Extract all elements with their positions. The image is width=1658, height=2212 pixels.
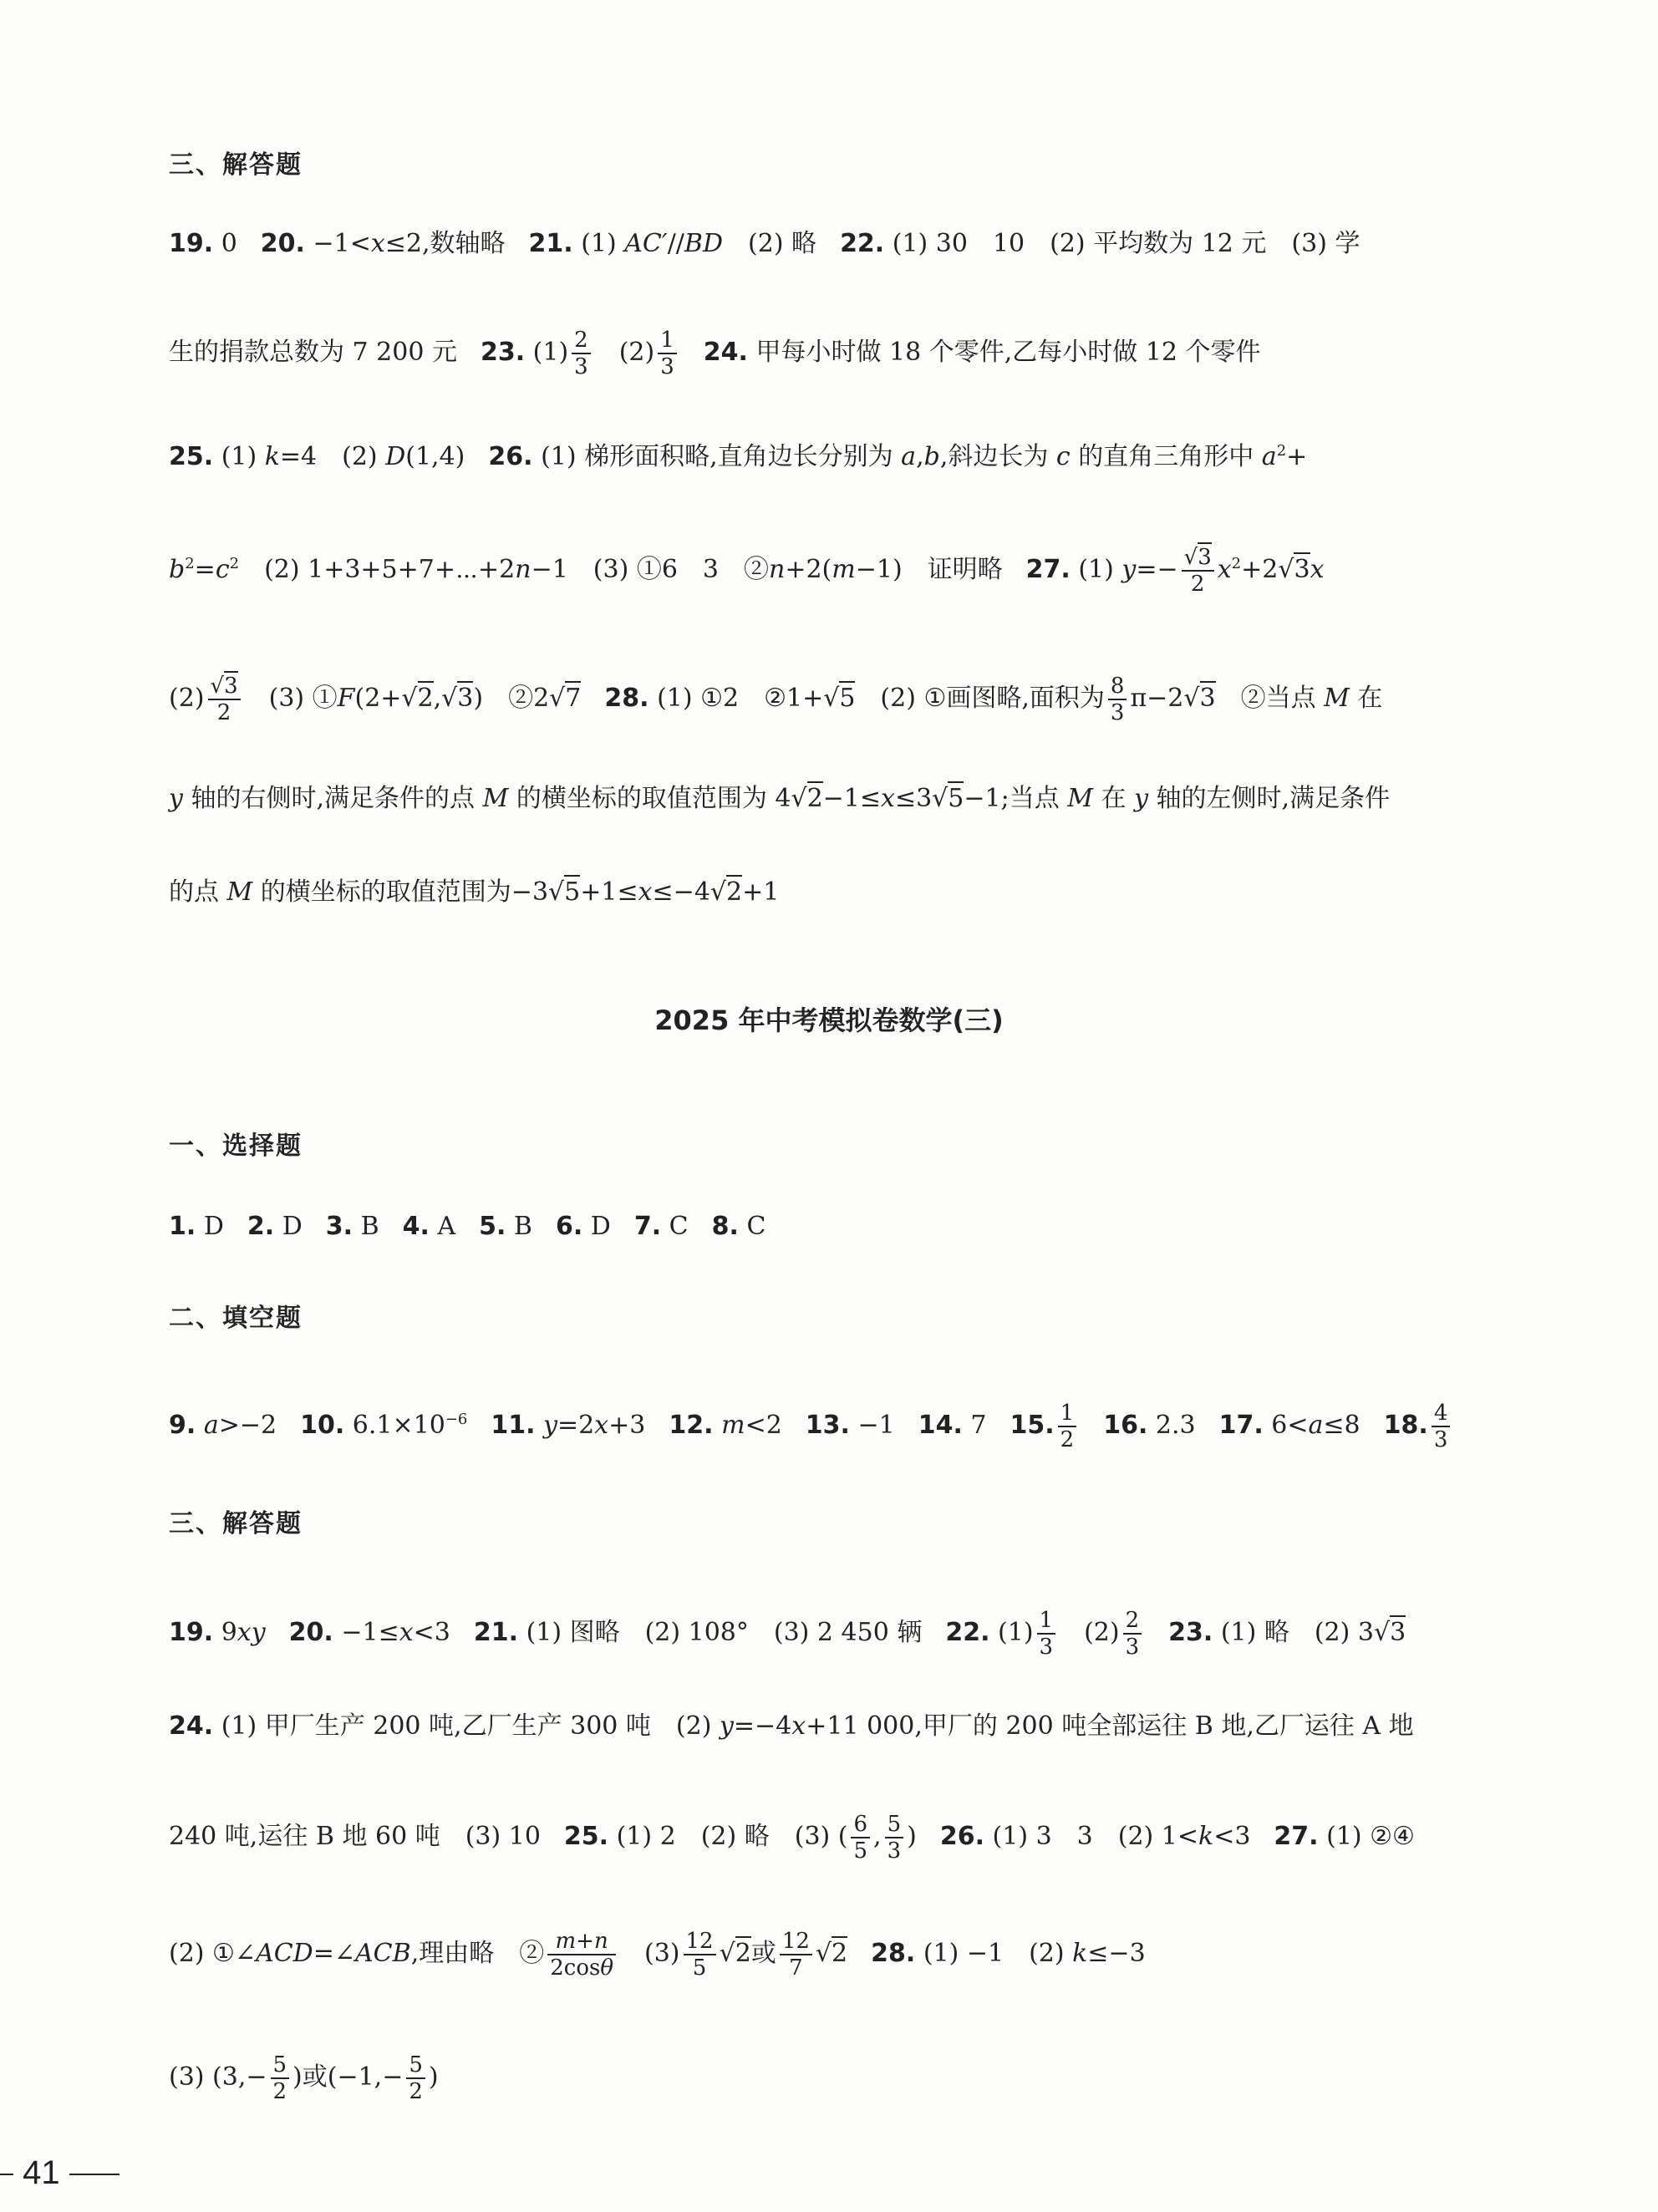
answer-line: $b^2=c^2$ (2) 1+3+5+7+⋯+2n−1 (3) ①6 3 ②n+2(m−1) 证明略 27. (1) y=− $\frac{√3}{2}$ $x^2+2√3x$ [169,545,1483,597]
section-heading-choice: 一、选择题 [169,1131,303,1161]
answer-line: 生的捐款总数为 7 200 元 23. (1) $\frac{2}{3}$ (2) $\frac{1}{3}$ 24. 甲每小时做 18 个零件,乙每小时做 12 个零件 [169,328,1261,379]
section-heading-solve-1: 三、解答题 [169,150,303,180]
answer-line: y 轴的右侧时,满足条件的点 M 的横坐标的取值范围为 4√2−1≤x≤3√5−1;当点 M 在 y 轴的左侧时,满足条件 [169,782,1483,816]
answer-line: 24. (1) 甲厂生产 200 吨,乙厂生产 300 吨 (2) y=−4x+11 000,甲厂的 200 吨全部运往 B 地,乙厂运往 A 地 [169,1711,1414,1741]
section-heading-fill: 二、填空题 [169,1304,303,1333]
page-title: 2025 年中考模拟卷数学(三) [654,1004,1004,1036]
answer-line: 的点 M 的横坐标的取值范围为−3√5+1≤x≤−4√2+1 [169,876,1483,909]
answer-line: (3) (3,− $\frac{5}{2}$ )或(−1,− $\frac{5}{2}$ ) [169,2052,439,2104]
answer-line: 19. 9xy 20. −1≤x<3 21. (1) 图略 (2) 108° (3) 2 450 辆 22. (1) $\frac{1}{3}$ (2) $\frac{2}{3}$ 23. (1) 略 (2) 3√3 [169,1608,1406,1660]
answer-line: (2) $\frac{√3}{2}$ (3) ①F(2+√2,√3) ②2√7 28. (1) ①2 ②1+√5 (2) ①画图略,面积为 $\frac{8}{3}$ π−2√3 ②当点 M 在 [169,674,1483,725]
choice-answers: 1. D 2. D 3. B 4. A 5. B 6. D 7. C 8. C [169,1212,766,1241]
section-heading-solve-2: 三、解答题 [169,1509,303,1538]
answer-line: 19. 0 20. −1<x≤2,数轴略 21. (1) AC′//BD (2) 略 22. (1) 30 10 (2) 平均数为 12 元 (3) 学 [169,229,1360,258]
answer-line: 25. (1) k=4 (2) D(1,4) 26. (1) 梯形面积略,直角边长分别为 a,b,斜边长为 c 的直角三角形中 $a^2+$ [169,442,1308,471]
fill-answers: 9. a>−2 10. $6.1\times 10^{-6}$ 11. y=2x+3 12. m<2 13. −1 14. 7 15. $\frac{1}{2}$ 16. 2.3 17. 6<a≤8 18. $\frac{4}{3}$ [169,1401,1483,1452]
answer-line: 240 吨,运往 B 地 60 吨 (3) 10 25. (1) 2 (2) 略 (3) ( $\frac{6}{5}$ , $\frac{5}{3}$ ) 26. (1) 3 3 (2) 1<k<3 27. (1) ②④ [169,1812,1415,1864]
page-number: 41 [0,2154,120,2192]
answer-line: (2) ①∠ACD=∠ACB,理由略 ② $\frac{m+n}{2\cos\theta}$ (3) $\frac{12}{5}$ √2或 $\frac{12}{7}$ √2 28. (1) −1 (2) k≤−3 [169,1929,1146,1981]
